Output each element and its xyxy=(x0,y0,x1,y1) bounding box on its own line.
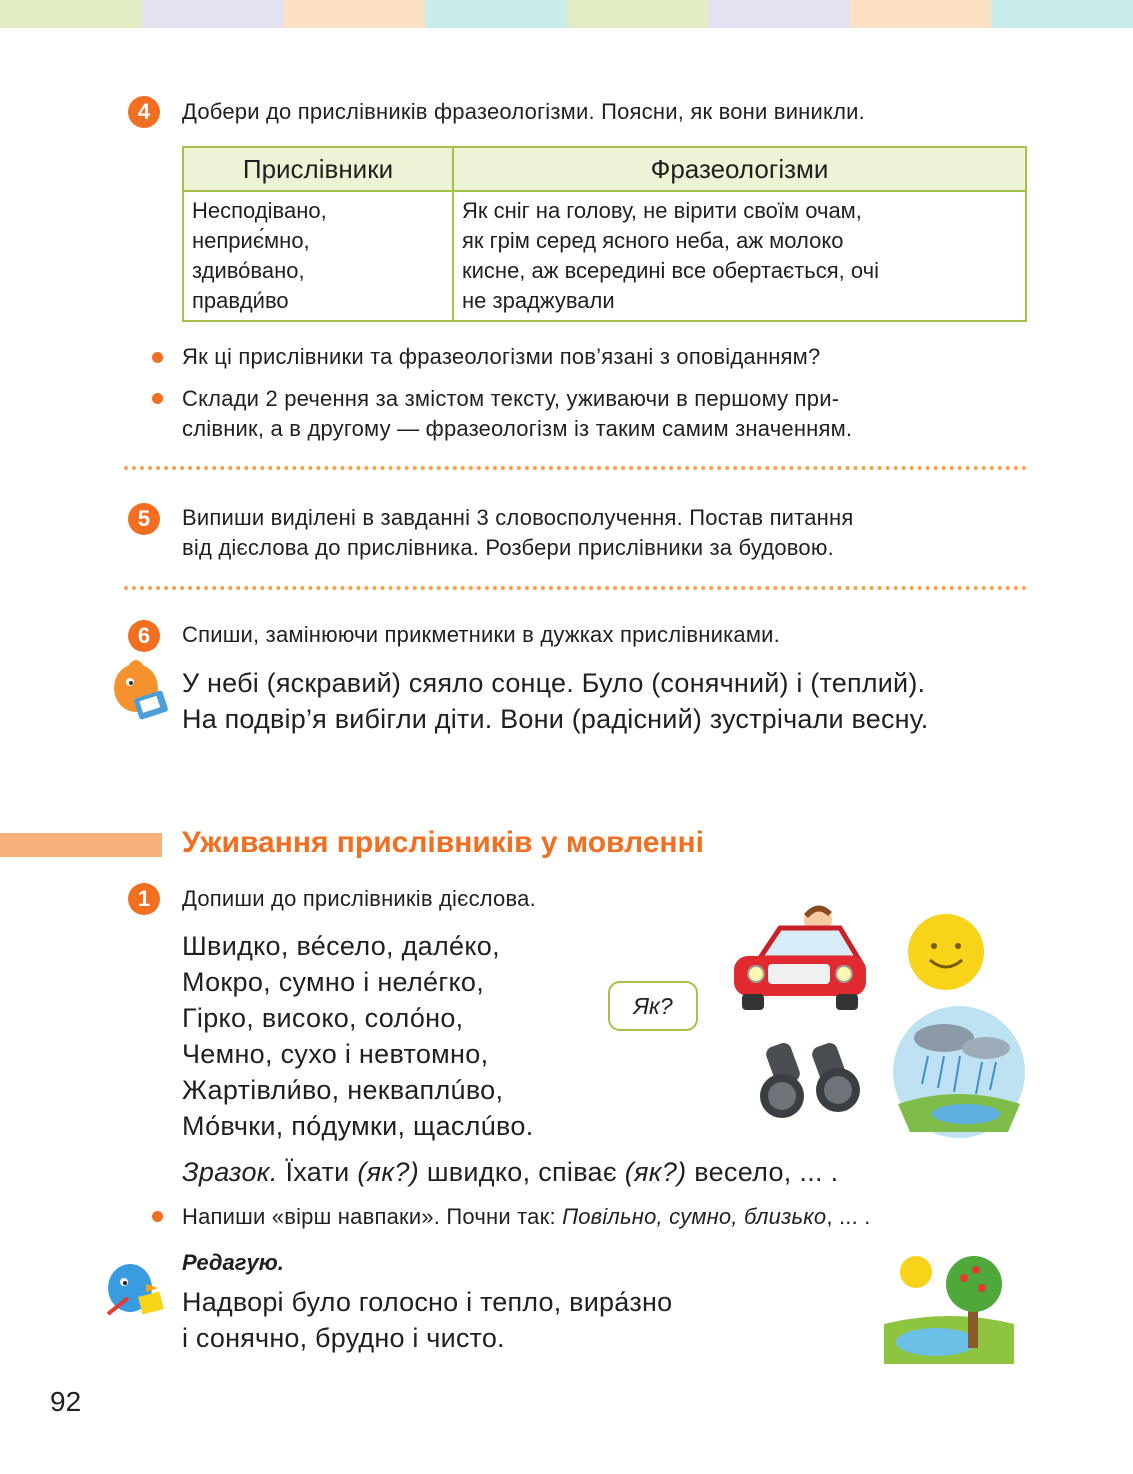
poem-line: Швидко, ве́село, дале́ко, xyxy=(182,931,500,961)
table-cell-phraseology xyxy=(453,191,1026,321)
reverse-poem-example: Повільно, сумно, близько xyxy=(562,1204,827,1229)
sample-text-1: Їхати xyxy=(285,1157,350,1187)
tree-pond-illustration-icon xyxy=(884,1248,1014,1364)
poem-line: Мо́вчки, по́думки, щаслúво. xyxy=(182,1111,534,1141)
section-task-1-number: 1 xyxy=(128,883,160,915)
smiling-sun-icon xyxy=(904,910,988,994)
task-5-text xyxy=(182,503,853,563)
top-strip-segment xyxy=(850,0,992,28)
blue-bird-mascot-icon xyxy=(100,1254,170,1324)
task-4-bullet-1: Як ці прислівники та фразеологізми пов’язані з оповіданням? xyxy=(182,344,821,369)
top-strip-segment xyxy=(0,0,142,28)
bullet-2-line-1: Склади 2 речення за змістом тексту, уживаючи в першому при- xyxy=(182,386,840,411)
task-4-number: 4 xyxy=(128,96,160,128)
sample-label: Зразок. xyxy=(182,1157,278,1187)
task-6-text-line-2: На подвір’я вибігли діти. Вони (радісний) зустрічали весну. xyxy=(182,704,929,734)
task-6-number: 6 xyxy=(128,620,160,652)
adverbs-phraseology-table xyxy=(182,146,1027,322)
top-strip-segment xyxy=(425,0,567,28)
bullet-2-line-2: слівник, а в другому — фразеологізм із таким самим значенням. xyxy=(182,416,853,441)
top-strip-segment xyxy=(567,0,709,28)
poem-line: Чемно, сухо і невтомно, xyxy=(182,1039,489,1069)
binoculars-icon xyxy=(750,1036,870,1122)
bullet-dot xyxy=(152,1211,163,1222)
bullet-dot xyxy=(152,393,163,404)
section-task-1-instruction: Допиши до прислівників дієслова. xyxy=(182,886,536,911)
section-accent-bar xyxy=(0,833,162,857)
sample-line xyxy=(182,1154,838,1190)
top-strip-segment xyxy=(991,0,1133,28)
poem-line: Жартівли́во, некваплúво, xyxy=(182,1075,504,1105)
sample-text-3: весело, ... . xyxy=(694,1157,839,1187)
table-cell-adverbs xyxy=(183,191,453,321)
question-bubble: Як? xyxy=(608,981,698,1031)
adverb-line: правди́во xyxy=(192,288,289,313)
top-color-strip xyxy=(0,0,1133,28)
task-6-text-line-1: У небі (яскравий) сяяло сонце. Було (сонячний) і (теплий). xyxy=(182,668,926,698)
task-6-exercise-text xyxy=(182,665,928,737)
edit-text-line-2: і сонячно, брудно і чисто. xyxy=(182,1323,505,1353)
top-strip-segment xyxy=(142,0,284,28)
section-title: Уживання прислівників у мовленні xyxy=(182,826,704,859)
rain-cloud-icon xyxy=(888,1004,1030,1140)
reverse-poem-text: Напиши «вірш навпаки». Почни так: xyxy=(182,1204,556,1229)
edit-text-line-1: Надворі було голосно і тепло, вира́зно xyxy=(182,1287,673,1317)
adverb-line: Несподівано, xyxy=(192,198,327,223)
car-driver-icon xyxy=(720,898,880,1016)
dotted-divider xyxy=(124,466,1027,470)
poem-line: Мокро, сумно і неле́гко, xyxy=(182,967,485,997)
sample-text-2: швидко, співає xyxy=(426,1157,617,1187)
task-4-instruction: Добери до прислівників фразеологізми. Поясни, як вони виникли. xyxy=(182,99,865,124)
top-strip-segment xyxy=(283,0,425,28)
task-4-bullet-2 xyxy=(182,384,852,444)
sample-question-2: (як?) xyxy=(624,1157,687,1187)
reverse-poem-bullet xyxy=(182,1202,871,1232)
adverb-line: здиво́вано, xyxy=(192,258,305,283)
reverse-poem-end: , ... . xyxy=(826,1204,871,1229)
dotted-divider xyxy=(124,586,1027,590)
phraseology-line: Як сніг на голову, не вірити своїм очам, xyxy=(462,198,862,223)
adverb-line: неприє́мно, xyxy=(192,228,310,253)
bullet-dot xyxy=(152,352,163,363)
adverbs-poem xyxy=(182,928,534,1144)
task-5-number: 5 xyxy=(128,503,160,535)
phraseology-line: як грім серед ясного неба, аж молоко xyxy=(462,228,844,253)
sample-question-1: (як?) xyxy=(357,1157,419,1187)
task-5-line-1: Випиши виділені в завданні 3 словосполучення. Постав питання xyxy=(182,505,854,530)
table-header-adverbs: Прислівники xyxy=(183,147,453,191)
task-6-instruction: Спиши, замінюючи прикметники в дужках прислівниками. xyxy=(182,622,780,647)
phraseology-line: не зраджували xyxy=(462,288,615,313)
orange-mascot-icon xyxy=(106,658,172,726)
edit-label: Редагую. xyxy=(182,1250,284,1275)
table-header-phraseology: Фразеологізми xyxy=(453,147,1026,191)
poem-line: Гірко, високо, соло́но, xyxy=(182,1003,464,1033)
page-number: 92 xyxy=(50,1386,82,1417)
edit-text xyxy=(182,1284,672,1356)
top-strip-segment xyxy=(708,0,850,28)
phraseology-line: кисне, аж всередині все обертається, очі xyxy=(462,258,879,283)
task-5-line-2: від дієслова до прислівника. Розбери прислівники за будовою. xyxy=(182,535,834,560)
